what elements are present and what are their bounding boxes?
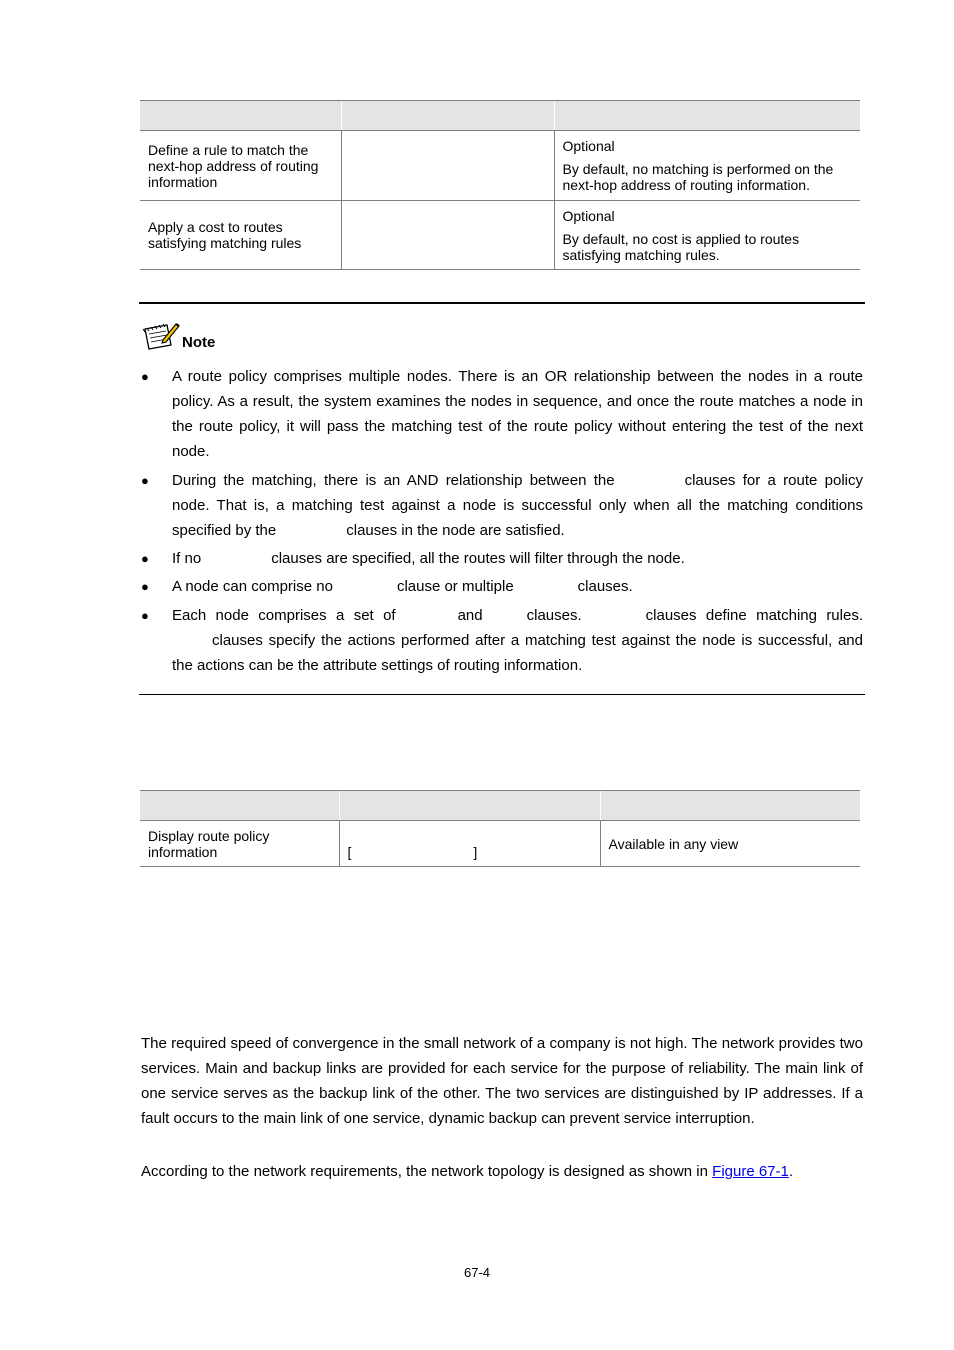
note-bullet: [141, 364, 865, 464]
command-cell: [339, 821, 600, 867]
header-cell-command: [339, 791, 600, 821]
bullet-dot: ●: [141, 579, 149, 594]
table-row: [140, 201, 860, 270]
header-cell-operation: [140, 791, 339, 821]
note-bullet: [141, 603, 865, 678]
command-cell: [341, 131, 554, 201]
note-bullet: [141, 546, 865, 571]
text-run: clauses.: [526, 607, 582, 624]
table-row: [140, 821, 860, 867]
remarks-detail: By default, no matching is performed on the next-hop address of routing information.: [562, 161, 834, 193]
remarks-cell: [554, 201, 860, 270]
text-run: If no: [172, 550, 202, 567]
config-table: [140, 100, 860, 270]
text-run: clauses are specified, all the routes will filter through the node.: [271, 550, 685, 567]
command-cell: [341, 201, 554, 270]
text-run: clauses define matching rules.: [645, 607, 863, 624]
bullet-dot: ●: [141, 473, 149, 488]
text-run: clauses for a route policy node. That is, a matching test against a node is successful only when all the matching conditions specified by the: [172, 472, 863, 539]
note-bottom-rule: [139, 694, 865, 695]
bullet-dot: ●: [141, 551, 149, 566]
text-run: clauses specify the actions performed after a matching test against the node is successful, and the actions can be the attribute settings of routing information.: [172, 632, 863, 674]
note-bullet-text: [172, 603, 863, 678]
figure-link[interactable]: Figure 67-1: [712, 1163, 789, 1180]
topology-paragraph: [141, 1159, 863, 1184]
text-run: clauses.: [577, 578, 633, 595]
table-header-row: [140, 791, 860, 821]
header-cell-operation: [140, 101, 341, 131]
text-run: and: [457, 607, 483, 624]
command-bracket-open: [: [347, 844, 352, 860]
text-run: clauses in the node are satisfied.: [346, 522, 565, 539]
remarks-cell: [554, 131, 860, 201]
text-run: During the matching, there is an AND relationship between the: [172, 472, 615, 489]
remarks-cell: Available in any view: [600, 821, 860, 867]
operation-cell: Define a rule to match the next-hop address of routing information: [140, 131, 341, 201]
note-bullet-text: [172, 546, 863, 571]
note-bullet-text: [172, 468, 863, 543]
note-top-rule: [139, 302, 865, 304]
text-run: clause or multiple: [396, 578, 514, 595]
table-header-row: [140, 101, 860, 131]
text-run: A node can comprise no: [172, 578, 333, 595]
bullet-dot: ●: [141, 608, 149, 623]
text-run: Each node comprises a set of: [172, 607, 396, 624]
display-command-table: [140, 790, 860, 867]
page-number: 67-4: [463, 1265, 491, 1280]
operation-cell: Apply a cost to routes satisfying matching rules: [140, 201, 341, 270]
topology-text: According to the network requirements, the network topology is designed as shown in: [141, 1163, 708, 1180]
bullet-dot: ●: [141, 369, 149, 384]
network-requirements-paragraph: The required speed of convergence in the small network of a company is not high. The network provides two services. Main and backup links are provided for each service for the purpose of reliability. The main link of one service serves as the backup link of the other. The two services are distinguished by IP addresses. If a fault occurs to the main link of one service, dynamic backup can prevent service interruption.: [141, 1035, 863, 1127]
note-bullet: [141, 468, 865, 543]
table-row: [140, 131, 860, 201]
header-cell-remarks: [600, 791, 860, 821]
note-bullet: [141, 574, 865, 599]
note-label: Note: [182, 334, 216, 351]
remarks-title: Optional: [562, 207, 615, 224]
remarks-title: Optional: [562, 138, 615, 154]
command-bracket-close: ]: [473, 844, 478, 860]
header-cell-command: [341, 101, 554, 131]
remarks-detail: By default, no cost is applied to routes satisfying matching rules.: [562, 230, 800, 263]
note-bullet-text: A route policy comprises multiple nodes. There is an OR relationship between the nodes in a route policy. As a result, the system examines the nodes in sequence, and once the route matches a node in the route policy, it will pass the matching test of the route policy without entering the test of the next node.: [172, 368, 863, 460]
header-cell-remarks: [554, 101, 860, 131]
operation-cell: Display route policy information: [140, 821, 339, 867]
note-pad-icon: [141, 320, 181, 352]
note-bullet-text: [172, 574, 863, 599]
topology-text-end: .: [788, 1163, 794, 1180]
